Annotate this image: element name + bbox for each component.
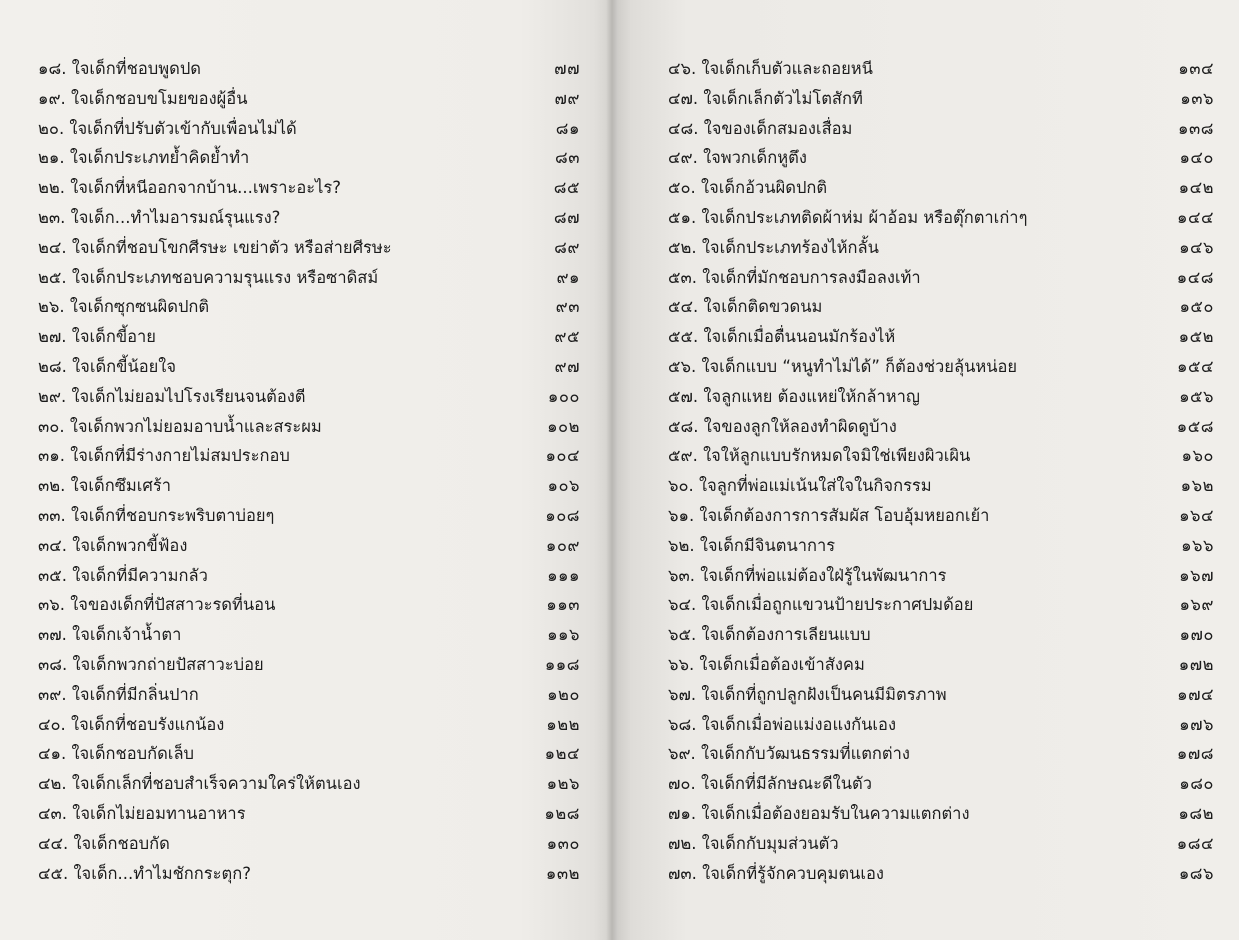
toc-entry <box>38 620 580 650</box>
toc-entry-page-number: ๑๐๘ <box>545 505 580 525</box>
toc-entry-title: ๒๓. ใจเด็ก...ทำไมอารมณ์รุนแรง? <box>38 207 281 227</box>
toc-entry-page-number: ๘๑ <box>555 118 580 138</box>
toc-entry-title: ๗๒. ใจเด็กกับมุมส่วนตัว <box>668 833 839 853</box>
toc-entry <box>668 829 1214 859</box>
toc-entry-title: ๖๙. ใจเด็กกับวัฒนธรรมที่แตกต่าง <box>668 744 910 764</box>
toc-entry <box>668 173 1214 203</box>
toc-entry-page-number: ๑๗๐ <box>1179 625 1214 645</box>
toc-entry-page-number: ๑๗๘ <box>1176 744 1214 764</box>
toc-entry-page-number: ๗๙ <box>554 88 580 108</box>
toc-entry-title: ๒๔. ใจเด็กที่ชอบโขกศีรษะ เขย่าตัว หรือส่ายศีรษะ <box>38 237 392 257</box>
toc-entry-title: ๓๗. ใจเด็กเจ้าน้ำตา <box>38 625 182 645</box>
toc-entry <box>38 590 580 620</box>
toc-entry-page-number: ๑๔๒ <box>1178 178 1214 198</box>
toc-entry-title: ๕๘. ใจของลูกให้ลองทำผิดดูบ้าง <box>668 416 897 436</box>
toc-entry <box>38 680 580 710</box>
toc-entry-title: ๓๖. ใจของเด็กที่ปัสสาวะรดที่นอน <box>38 595 276 615</box>
toc-entry-title: ๓๐. ใจเด็กพวกไม่ยอมอาบน้ำและสระผม <box>38 416 322 436</box>
toc-entry <box>668 859 1214 889</box>
toc-entry-title: ๕๙. ใจให้ลูกแบบรักหมดใจมิใช่เพียงผิวเผิน <box>668 446 971 466</box>
toc-entry <box>38 352 580 382</box>
toc-entry-page-number: ๗๗ <box>554 59 580 78</box>
toc-entry-title: ๕๒. ใจเด็กประเภทร้องไห้กลั้น <box>668 237 879 257</box>
toc-entry <box>668 292 1214 322</box>
toc-entry <box>38 859 580 889</box>
toc-entry-title: ๗๑. ใจเด็กเมื่อต้องยอมรับในความแตกต่าง <box>668 803 970 823</box>
toc-entry-title: ๓๒. ใจเด็กซึมเศร้า <box>38 476 172 496</box>
toc-entry-title: ๕๖. ใจเด็กแบบ “หนูทำไม่ได้” ก็ต้องช่วยลุ้นหน่อย <box>668 356 1018 376</box>
toc-entry <box>668 84 1214 114</box>
toc-entry <box>668 263 1214 293</box>
toc-entry <box>38 471 580 501</box>
toc-entry <box>668 441 1214 471</box>
toc-entry-title: ๔๓. ใจเด็กไม่ยอมทานอาหาร <box>38 803 246 823</box>
toc-entry-title: ๔๒. ใจเด็กเล็กที่ชอบสำเร็จความใคร่ให้ตนเอง <box>38 774 361 794</box>
toc-entry-title: ๖๕. ใจเด็กต้องการเลียนแบบ <box>668 625 871 645</box>
toc-entry-title: ๓๓. ใจเด็กที่ชอบกระพริบตาบ่อยๆ <box>38 505 275 525</box>
toc-entry-title: ๕๑. ใจเด็กประเภทติดผ้าห่ม ผ้าอ้อม หรือตุ๊กตาเก่าๆ <box>668 207 1028 227</box>
toc-entry-title: ๑๙. ใจเด็กชอบขโมยของผู้อื่น <box>38 88 248 108</box>
toc-entry-page-number: ๑๕๖ <box>1179 386 1214 406</box>
toc-entry-page-number: ๑๖๖ <box>1181 535 1214 555</box>
toc-entry <box>668 114 1214 144</box>
toc-entry <box>38 769 580 799</box>
toc-entry-page-number: ๙๑ <box>556 267 580 287</box>
toc-entry-title: ๖๘. ใจเด็กเมื่อพ่อแม่งอแงกันเอง <box>668 714 897 734</box>
toc-entry-page-number: ๑๒๘ <box>544 803 580 823</box>
toc-entry <box>38 382 580 412</box>
toc-entry-title: ๓๙. ใจเด็กที่มีกลิ่นปาก <box>38 684 199 704</box>
toc-entry-title: ๓๕. ใจเด็กที่มีความกลัว <box>38 565 208 585</box>
toc-entry-page-number: ๑๖๔ <box>1179 505 1214 525</box>
toc-entry <box>38 441 580 471</box>
toc-entry <box>38 263 580 293</box>
left-toc-list <box>38 54 580 888</box>
toc-entry-page-number: ๑๔๐ <box>1179 148 1214 168</box>
toc-entry-page-number: ๑๒๖ <box>546 774 580 794</box>
toc-entry-title: ๖๖. ใจเด็กเมื่อต้องเข้าสังคม <box>668 654 865 674</box>
toc-entry-title: ๖๗. ใจเด็กที่ถูกปลูกฝังเป็นคนมีมิตรภาพ <box>668 684 947 704</box>
toc-entry-title: ๒๕. ใจเด็กประเภทชอบความรุนแรง หรือซาดิสม์ <box>38 267 379 287</box>
toc-entry <box>668 799 1214 829</box>
toc-entry-title: ๒๑. ใจเด็กประเภทย้ำคิดย้ำทำ <box>38 148 250 168</box>
toc-entry <box>668 322 1214 352</box>
toc-entry-title: ๕๕. ใจเด็กเมื่อตื่นนอนมักร้องไห้ <box>668 327 896 347</box>
right-page <box>612 0 1239 940</box>
toc-entry <box>38 412 580 442</box>
toc-entry-page-number: ๑๕๘ <box>1176 416 1214 436</box>
toc-entry-page-number: ๑๒๒ <box>546 714 580 734</box>
toc-entry <box>38 829 580 859</box>
toc-entry <box>668 54 1214 84</box>
toc-entry-title: ๓๔. ใจเด็กพวกขี้ฟ้อง <box>38 535 188 555</box>
toc-entry <box>38 561 580 591</box>
toc-entry-page-number: ๑๔๘ <box>1176 267 1214 287</box>
toc-entry-page-number: ๙๗ <box>554 356 580 376</box>
toc-entry-title: ๖๔. ใจเด็กเมื่อถูกแขวนป้ายประกาศปมด้อย <box>668 595 974 615</box>
toc-entry-title: ๕๔. ใจเด็กติดขวดนม <box>668 297 823 317</box>
toc-entry <box>668 412 1214 442</box>
toc-entry <box>668 531 1214 561</box>
toc-entry-page-number: ๑๑๑ <box>547 565 580 585</box>
toc-entry-title: ๒๙. ใจเด็กไม่ยอมไปโรงเรียนจนต้องตี <box>38 386 306 406</box>
toc-entry <box>38 531 580 561</box>
toc-entry <box>668 471 1214 501</box>
right-toc-list <box>668 54 1214 888</box>
toc-entry-page-number: ๘๓ <box>554 148 580 168</box>
toc-entry-page-number: ๑๗๔ <box>1177 684 1214 704</box>
toc-entry <box>38 114 580 144</box>
toc-entry-page-number: ๑๘๐ <box>1179 774 1214 794</box>
toc-entry-title: ๖๐. ใจลูกที่พ่อแม่เน้นใส่ใจในกิจกรรม <box>668 476 932 496</box>
toc-entry-page-number: ๙๓ <box>555 297 580 317</box>
toc-entry-title: ๕๐. ใจเด็กอ้วนผิดปกติ <box>668 178 828 198</box>
toc-entry-title: ๒๖. ใจเด็กซุกซนผิดปกติ <box>38 297 210 317</box>
toc-entry-page-number: ๑๘๖ <box>1178 863 1214 883</box>
toc-entry-page-number: ๑๑๖ <box>547 625 580 645</box>
toc-entry-page-number: ๙๕ <box>554 327 580 347</box>
toc-entry-page-number: ๑๔๔ <box>1177 207 1214 227</box>
toc-entry-title: ๓๑. ใจเด็กที่มีร่างกายไม่สมประกอบ <box>38 446 290 466</box>
toc-entry-title: ๕๗. ใจลูกแหย ต้องแหย่ให้กล้าหาญ <box>668 386 920 406</box>
toc-entry-title: ๔๑. ใจเด็กชอบกัดเล็บ <box>38 744 195 764</box>
toc-entry-page-number: ๑๒๐ <box>547 684 580 704</box>
toc-entry-page-number: ๑๓๔ <box>1178 59 1214 78</box>
toc-entry-title: ๖๒. ใจเด็กมีจินตนาการ <box>668 535 836 555</box>
toc-entry-title: ๔๖. ใจเด็กเก็บตัวและถอยหนี <box>668 59 873 78</box>
toc-entry-page-number: ๑๘๔ <box>1176 833 1214 853</box>
toc-entry-title: ๔๗. ใจเด็กเล็กตัวไม่โตสักที <box>668 88 863 108</box>
toc-entry-page-number: ๑๓๒ <box>545 863 580 883</box>
toc-entry-title: ๒๐. ใจเด็กที่ปรับตัวเข้ากับเพื่อนไม่ได้ <box>38 118 297 138</box>
toc-entry <box>38 799 580 829</box>
toc-entry-title: ๔๘. ใจของเด็กสมองเสื่อม <box>668 118 853 138</box>
toc-entry-title: ๔๐. ใจเด็กที่ชอบรังแกน้อง <box>38 714 225 734</box>
toc-entry-page-number: ๑๗๒ <box>1178 654 1214 674</box>
toc-entry <box>668 561 1214 591</box>
toc-entry-title: ๔๕. ใจเด็ก...ทำไมชักกระตุก? <box>38 863 251 883</box>
toc-entry-title: ๖๑. ใจเด็กต้องการการสัมผัส โอบอุ้มหยอกเย้า <box>668 505 990 525</box>
toc-entry <box>668 590 1214 620</box>
toc-entry <box>668 501 1214 531</box>
toc-entry-page-number: ๑๐๖ <box>547 476 580 496</box>
toc-entry <box>668 233 1214 263</box>
toc-entry <box>38 203 580 233</box>
toc-entry-page-number: ๑๒๔ <box>544 744 580 764</box>
toc-entry-page-number: ๑๗๖ <box>1179 714 1214 734</box>
toc-entry <box>38 650 580 680</box>
toc-entry-title: ๗๐. ใจเด็กที่มีลักษณะดีในตัว <box>668 774 872 794</box>
toc-entry-page-number: ๘๕ <box>553 178 580 198</box>
toc-entry <box>38 739 580 769</box>
toc-entry-page-number: ๑๕๔ <box>1177 356 1214 376</box>
toc-entry <box>38 233 580 263</box>
toc-entry <box>668 203 1214 233</box>
toc-entry <box>38 143 580 173</box>
toc-entry-title: ๑๘. ใจเด็กที่ชอบพูดปด <box>38 59 202 78</box>
toc-entry <box>668 620 1214 650</box>
toc-entry-page-number: ๑๓๐ <box>546 833 580 853</box>
toc-entry <box>38 322 580 352</box>
toc-entry-page-number: ๑๖๗ <box>1179 565 1214 585</box>
toc-entry-page-number: ๑๓๘ <box>1178 118 1214 138</box>
toc-entry-page-number: ๑๑๘ <box>544 654 580 674</box>
toc-entry <box>38 710 580 740</box>
toc-entry <box>38 54 580 84</box>
toc-entry-page-number: ๑๐๒ <box>547 416 580 436</box>
toc-entry-page-number: ๑๕๐ <box>1179 297 1214 317</box>
toc-entry-page-number: ๘๗ <box>553 207 580 227</box>
toc-entry-page-number: ๘๙ <box>554 237 580 257</box>
toc-entry <box>668 650 1214 680</box>
toc-entry-title: ๕๓. ใจเด็กที่มักชอบการลงมือลงเท้า <box>668 267 921 287</box>
toc-entry <box>668 769 1214 799</box>
toc-entry <box>38 84 580 114</box>
toc-entry <box>668 143 1214 173</box>
toc-entry-page-number: ๑๔๖ <box>1179 237 1214 257</box>
left-page <box>0 0 612 940</box>
toc-entry-title: ๒๘. ใจเด็กขี้น้อยใจ <box>38 356 177 376</box>
toc-entry-title: ๔๙. ใจพวกเด็กหูตึง <box>668 148 807 168</box>
toc-entry <box>668 739 1214 769</box>
toc-entry-page-number: ๑๖๒ <box>1180 476 1214 496</box>
toc-entry-page-number: ๑๖๙ <box>1179 595 1214 615</box>
toc-entry <box>38 173 580 203</box>
toc-entry-page-number: ๑๑๓ <box>546 595 580 615</box>
toc-entry <box>668 382 1214 412</box>
toc-entry <box>38 292 580 322</box>
toc-entry-title: ๓๘. ใจเด็กพวกถ่ายปัสสาวะบ่อย <box>38 654 264 674</box>
toc-entry-page-number: ๑๐๐ <box>547 386 580 406</box>
toc-entry-page-number: ๑๓๖ <box>1180 88 1214 108</box>
toc-entry-title: ๒๒. ใจเด็กที่หนีออกจากบ้าน...เพราะอะไร? <box>38 178 342 198</box>
toc-entry-title: ๖๓. ใจเด็กที่พ่อแม่ต้องใฝ่รู้ในพัฒนาการ <box>668 565 947 585</box>
toc-entry-page-number: ๑๘๒ <box>1178 803 1214 823</box>
toc-entry <box>668 352 1214 382</box>
toc-entry-page-number: ๑๕๒ <box>1178 327 1214 347</box>
toc-entry-page-number: ๑๖๐ <box>1181 446 1214 466</box>
toc-entry <box>668 710 1214 740</box>
toc-entry-title: ๒๗. ใจเด็กขี้อาย <box>38 327 156 347</box>
toc-entry <box>38 501 580 531</box>
toc-entry-page-number: ๑๐๔ <box>545 446 580 466</box>
toc-entry-title: ๗๓. ใจเด็กที่รู้จักควบคุมตนเอง <box>668 863 884 883</box>
book-gutter <box>606 0 618 940</box>
toc-entry-title: ๔๔. ใจเด็กชอบกัด <box>38 833 170 853</box>
toc-entry-page-number: ๑๐๙ <box>545 535 580 555</box>
toc-entry <box>668 680 1214 710</box>
